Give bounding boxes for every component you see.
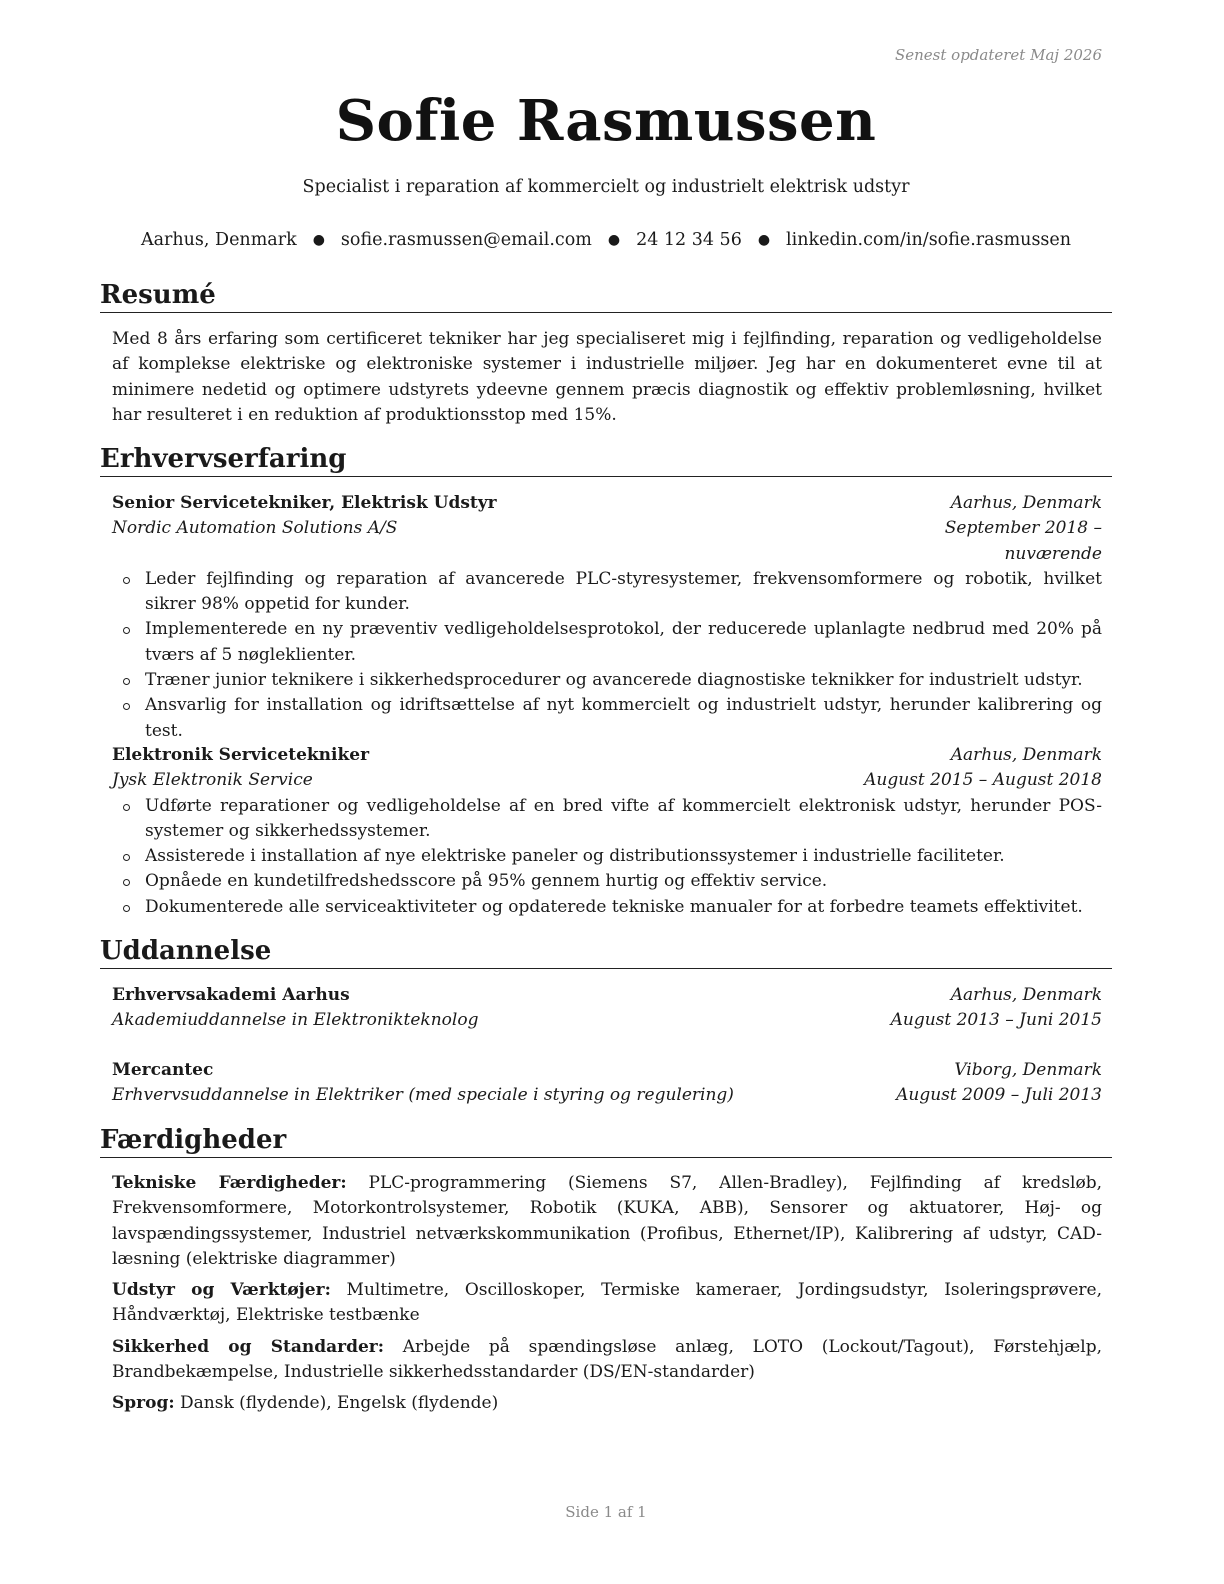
list-item: Udførte reparationer og vedligeholdelse af en bred vifte af kommercielt elektronisk udstyr, herunder POS-systemer og sikkerhedssystemer. [112,794,1102,845]
education-dates: August 2009 – Juli 2013 [896,1085,1102,1106]
section-title-summary: Resumé [100,279,1112,313]
job-location: Aarhus, Denmark [950,745,1102,765]
section-title-education: Uddannelse [100,935,1112,969]
job-bullets [112,794,1102,920]
skill-group [112,1335,1102,1386]
contact-email[interactable]: sofie.rasmussen@email.com [340,230,592,250]
bullet-separator: ● [607,232,621,248]
job-company: Nordic Automation Solutions A/S [112,518,398,539]
candidate-name: Sofie Rasmussen [335,88,877,154]
education-entry [112,1058,1102,1109]
skill-text: PLC-programmering (Siemens S7, Allen-Bradley), Fejlfinding af kredsløb, Frekvensomformere, Motorkontrolsystemer, Robotik (KUKA, ABB), Sensorer og aktuatorer, Høj- og lavspændingssystemer, Industriel netværkskommunikation (Profibus, Ethernet/IP), Kalibrering af udstyr, CAD-læsning (elektriske diagrammer) [112,1173,1102,1269]
list-item: Opnåede en kundetilfredshedsscore på 95% gennem hurtig og effektiv service. [112,869,1102,894]
skill-label: Tekniske Færdigheder: [112,1173,347,1193]
school-name: Mercantec [112,1060,214,1080]
list-item: Dokumenterede alle serviceaktiviteter og opdaterede tekniske manualer for at forbedre teamets effektivitet. [112,895,1102,920]
education-dates: August 2013 – Juni 2015 [890,1010,1102,1031]
skill-group [112,1278,1102,1329]
page-number: Side 1 af 1 [565,1503,647,1521]
contact-linkedin[interactable]: linkedin.com/in/sofie.rasmussen [786,230,1072,250]
job-company: Jysk Elektronik Service [112,770,313,791]
job-dates: August 2015 – August 2018 [864,770,1102,791]
section-title-experience: Erhvervserfaring [100,443,1112,477]
summary-text: Med 8 års erfaring som certificeret tekniker har jeg specialiseret mig i fejlfinding, reparation og vedligeholdelse af komplekse elektriske og elektroniske systemer i industrielle miljøer. Jeg har en dokumenteret evne til at minimere nedetid og optimere udstyrets ydeevne gennem præcis diagnostik og effektiv problemløsning, hvilket har resulteret i en reduktion af produktionsstop med 15%. [112,329,1102,425]
school-location: Aarhus, Denmark [950,985,1102,1005]
job-role: Senior Servicetekniker, Elektrisk Udstyr [112,493,497,513]
skill-text: Arbejde på spændingsløse anlæg, LOTO (Lockout/Tagout), Førstehjælp, Brandbekæmpelse, Industrielle sikkerhedsstandarder (DS/EN-standarder) [112,1336,1102,1383]
skill-text: Dansk (flydende), Engelsk (flydende) [180,1393,499,1414]
list-item: Leder fejlfinding og reparation af avancerede PLC-styresystemer, frekvensomformere og robotik, hvilket sikrer 98% oppetid for kunder. [112,567,1102,618]
job-role: Elektronik Servicetekniker [112,745,370,765]
resume-page [100,0,1112,1584]
job-bullets [112,567,1102,744]
skill-label: Sprog: [112,1393,175,1414]
tagline: Specialist i reparation af kommercielt og industrielt elektrisk udstyr [302,177,910,197]
last-updated: Senest opdateret Maj 2026 [894,46,1102,64]
bullet-separator: ● [312,232,325,248]
section-title-skills: Færdigheder [100,1124,1112,1158]
degree: Akademiuddannelse in Elektronikteknolog [112,1010,479,1031]
contact-line [100,229,1112,251]
skill-group [112,1391,1102,1416]
education-entry [112,983,1102,1034]
skill-label: Sikkerhed og Standarder: [112,1336,385,1357]
skill-group [112,1171,1102,1272]
list-item: Implementerede en ny præventiv vedligeholdelsesprotokol, der reducerede uplanlagte nedbrud med 20% på tværs af 5 nøgleklienter. [112,617,1102,668]
bullet-separator: ● [757,232,771,248]
school-location: Viborg, Denmark [954,1060,1102,1080]
contact-location: Aarhus, Denmark [140,230,297,250]
list-item: Ansvarlig for installation og idriftsættelse af nyt kommercielt og industrielt udstyr, herunder kalibrering og test. [112,693,1102,744]
skill-label: Udstyr og Værktøjer: [112,1280,331,1301]
degree: Erhvervsuddannelse in Elektriker (med speciale i styring og regulering) [112,1085,734,1106]
skill-text: Multimetre, Oscilloskoper, Termiske kameraer, Jordingsudstyr, Isoleringsprøvere, Håndværktøj, Elektriske testbænke [112,1280,1102,1326]
list-item: Assisterede i installation af nye elektriske paneler og distributionssystemer i industrielle faciliteter. [112,844,1102,869]
job-entry [112,491,1102,744]
job-entry [112,743,1102,920]
contact-phone: 24 12 34 56 [636,230,742,250]
job-dates: September 2018 – nuværende [944,518,1102,564]
skills-list [112,1171,1102,1423]
list-item: Træner junior teknikere i sikkerhedsprocedurer og avancerede diagnostiske teknikker for industrielt udstyr. [112,668,1102,693]
school-name: Erhvervsakademi Aarhus [112,985,350,1005]
job-location: Aarhus, Denmark [950,493,1102,513]
